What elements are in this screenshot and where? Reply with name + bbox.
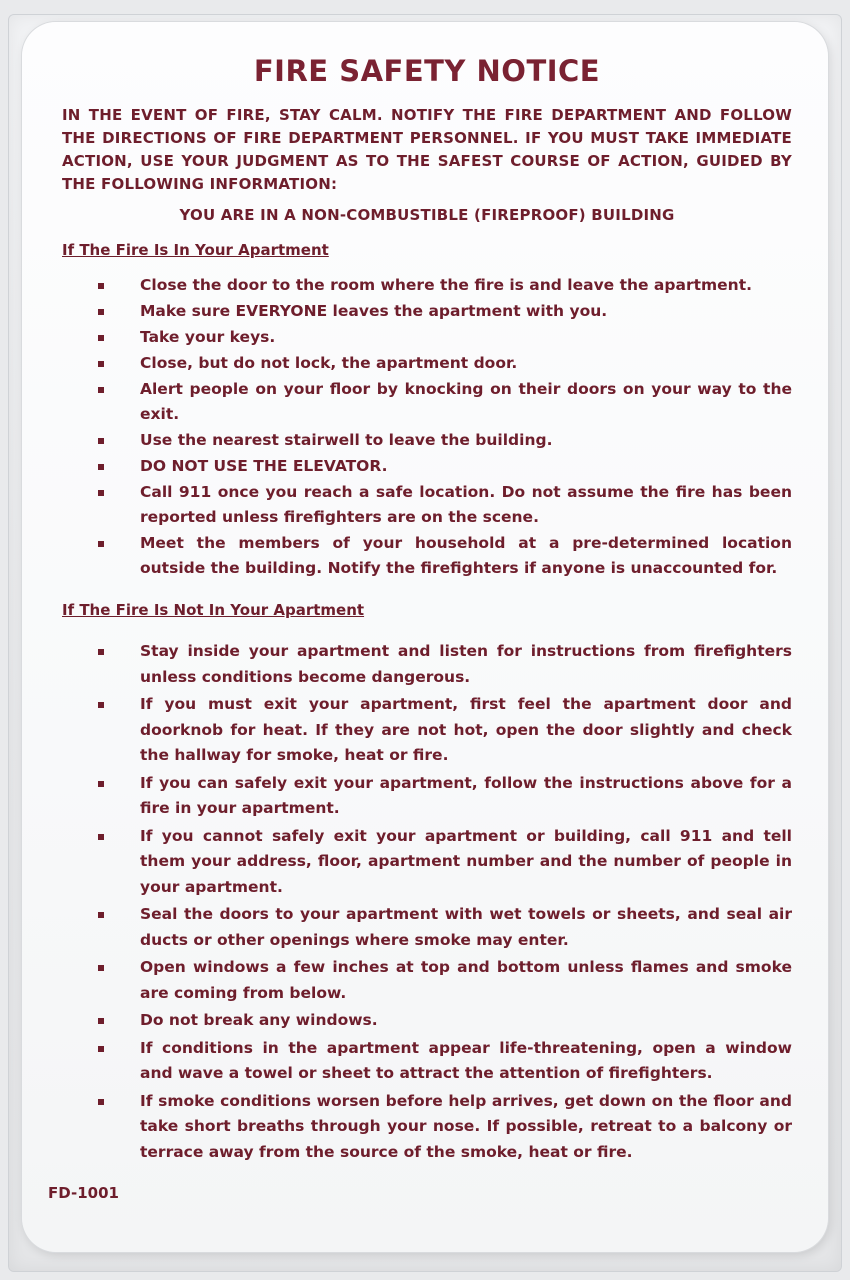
bullet-icon — [98, 490, 104, 496]
bullet-icon — [98, 912, 104, 918]
list-item: Take your keys. — [98, 325, 792, 350]
list-item: If you must exit your apartment, first feel the apartment door and doorknob for heat. If they are not hot, open the door slightly and check the hallway for smoke, heat or fire. — [98, 692, 792, 769]
bullet-icon — [98, 361, 104, 367]
building-type: YOU ARE IN A NON-COMBUSTIBLE (FIREPROOF) BUILDING — [179, 206, 675, 224]
bullet-icon — [98, 541, 104, 547]
bullet-icon — [98, 387, 104, 393]
bullet-icon — [98, 965, 104, 971]
list-not-in-apartment — [62, 639, 792, 1165]
bullet-icon — [98, 283, 104, 289]
list-item: Seal the doors to your apartment with wet towels or sheets, and seal air ducts or other openings where smoke may enter. — [98, 902, 792, 953]
list-item: Meet the members of your household at a pre-determined location outside the building. Notify the firefighters if anyone is unaccounted for. — [98, 531, 792, 581]
bullet-icon — [98, 1018, 104, 1024]
bullet-icon — [98, 834, 104, 840]
form-code: FD-1001 — [48, 1184, 119, 1202]
list-item: Use the nearest stairwell to leave the building. — [98, 428, 792, 453]
list-item: If you cannot safely exit your apartment or building, call 911 and tell them your address, floor, apartment number and the number of people in your apartment. — [98, 824, 792, 901]
section-heading-in-apartment: If The Fire Is In Your Apartment — [62, 241, 329, 259]
list-item: Alert people on your floor by knocking on their doors on your way to the exit. — [98, 377, 792, 427]
bullet-icon — [98, 1099, 104, 1105]
list-item: Call 911 once you reach a safe location. Do not assume the fire has been reported unless firefighters are on the scene. — [98, 480, 792, 530]
list-item: If smoke conditions worsen before help arrives, get down on the floor and take short breaths through your nose. If possible, retreat to a balcony or terrace away from the source of the smoke, heat or fire. — [98, 1089, 792, 1166]
list-in-apartment — [62, 273, 792, 581]
notice-card — [22, 22, 828, 1252]
bullet-icon — [98, 438, 104, 444]
bullet-icon — [98, 649, 104, 655]
section-heading-not-in-apartment: If The Fire Is Not In Your Apartment — [62, 601, 365, 619]
list-item: Do not break any windows. — [98, 1008, 792, 1034]
bullet-icon — [98, 1046, 104, 1052]
intro-paragraph: IN THE EVENT OF FIRE, STAY CALM. NOTIFY THE FIRE DEPARTMENT AND FOLLOW THE DIRECTIONS OF FIRE DEPARTMENT PERSONNEL. IF YOU MUST TAKE IMMEDIATE ACTION, USE YOUR JUDGMENT AS TO THE SAFEST COURSE OF ACTION, GUIDED BY THE FOLLOWING INFORMATION: — [62, 106, 792, 193]
list-item: Close the door to the room where the fire is and leave the apartment. — [98, 273, 792, 298]
notice-title: FIRE SAFETY NOTICE — [253, 54, 601, 88]
list-item: If conditions in the apartment appear life-threatening, open a window and wave a towel or sheet to attract the attention of firefighters. — [98, 1036, 792, 1087]
list-item: Make sure EVERYONE leaves the apartment with you. — [98, 299, 792, 324]
list-item: Stay inside your apartment and listen for instructions from firefighters unless conditions become dangerous. — [98, 639, 792, 690]
bullet-icon — [98, 781, 104, 787]
bullet-icon — [98, 309, 104, 315]
bullet-icon — [98, 335, 104, 341]
bullet-icon — [98, 702, 104, 708]
list-item: DO NOT USE THE ELEVATOR. — [98, 454, 792, 479]
bullet-icon — [98, 464, 104, 470]
list-item: Open windows a few inches at top and bottom unless flames and smoke are coming from below. — [98, 955, 792, 1006]
list-item: If you can safely exit your apartment, follow the instructions above for a fire in your apartment. — [98, 771, 792, 822]
list-item: Close, but do not lock, the apartment door. — [98, 351, 792, 376]
